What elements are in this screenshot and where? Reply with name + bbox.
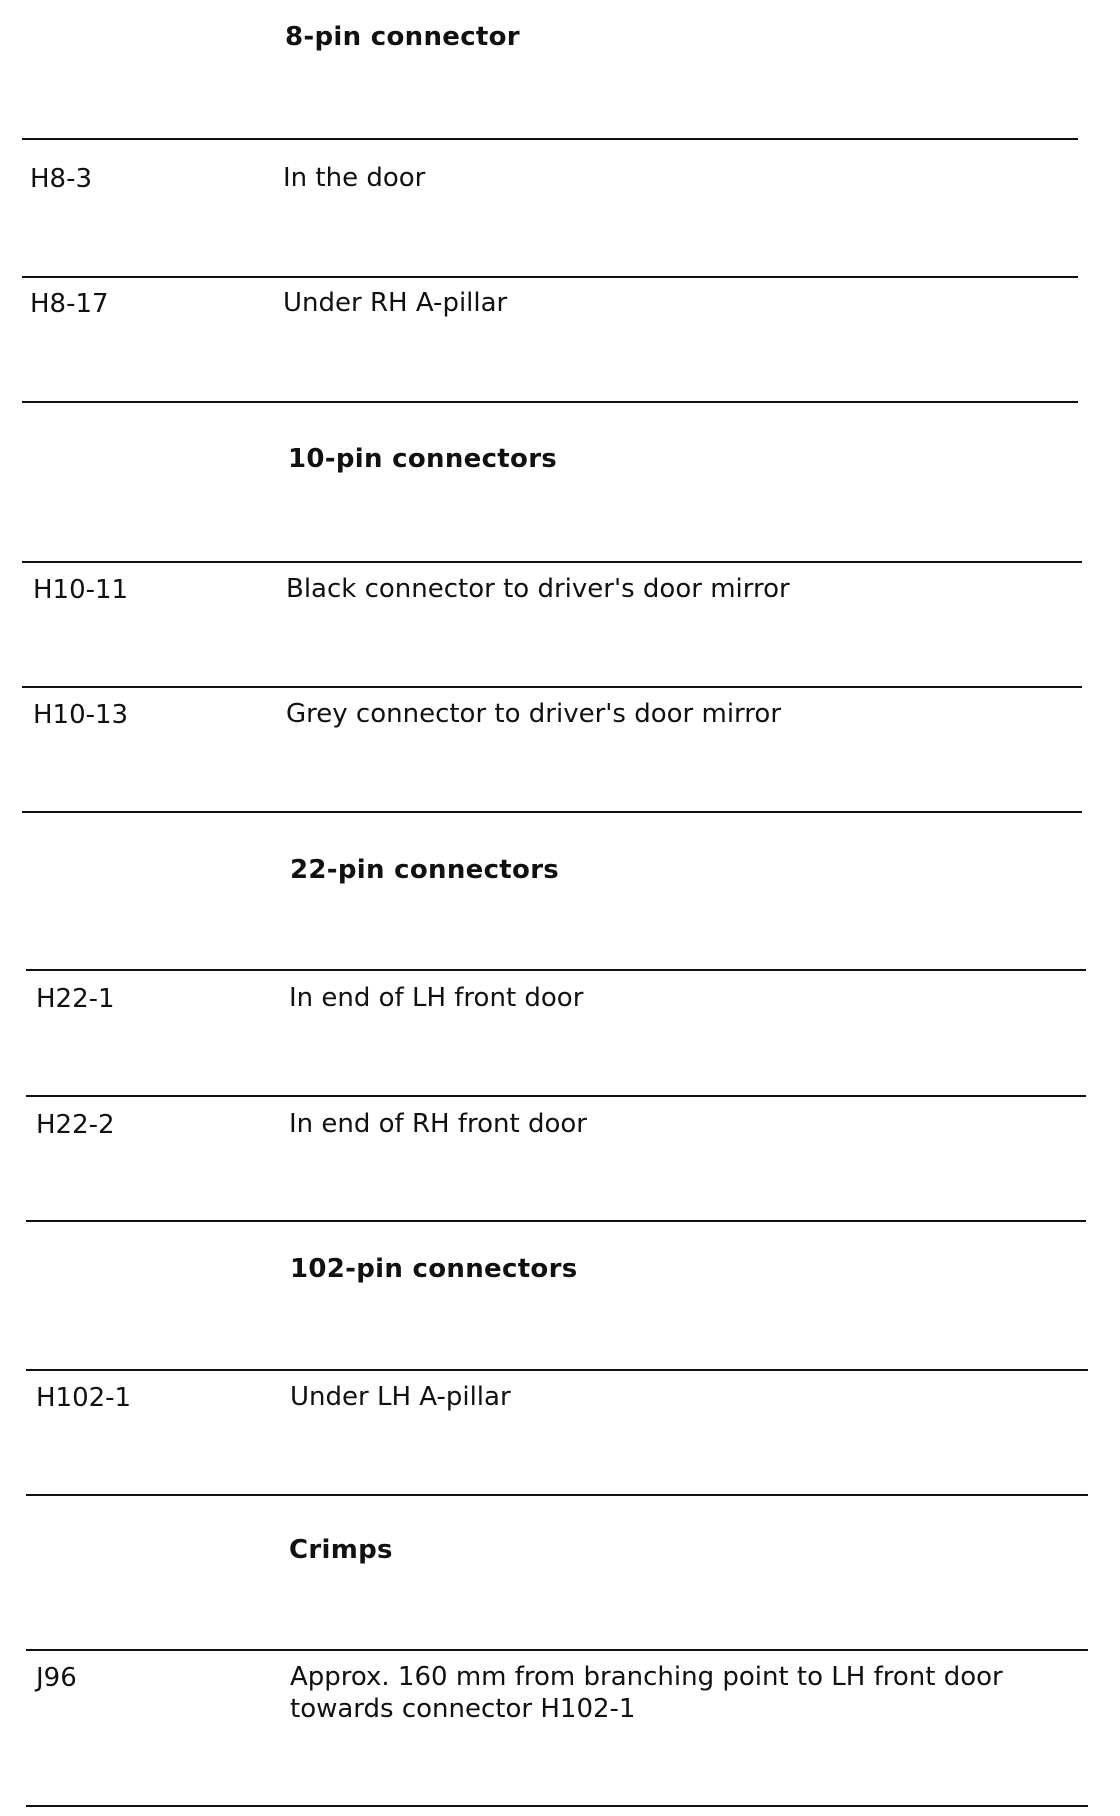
- section-heading-22-pin: 22-pin connectors: [290, 855, 560, 885]
- connector-location: In the door: [283, 163, 426, 193]
- connector-location: Under RH A-pillar: [283, 288, 508, 318]
- connector-code: H22-2: [36, 1110, 115, 1140]
- connector-location: Black connector to driver's door mirror: [286, 574, 790, 604]
- divider: [26, 1369, 1088, 1371]
- connector-code: H10-11: [33, 575, 129, 605]
- section-heading-102-pin: 102-pin connectors: [290, 1254, 578, 1284]
- connector-location: Grey connector to driver's door mirror: [286, 699, 782, 729]
- connector-code: H102-1: [36, 1383, 132, 1413]
- crimp-location: Approx. 160 mm from branching point to LH front door: [290, 1662, 1003, 1692]
- connector-code: H10-13: [33, 700, 129, 730]
- divider: [22, 138, 1078, 140]
- connector-code: H8-17: [30, 289, 109, 319]
- crimp-code: J96: [36, 1663, 77, 1693]
- divider: [26, 1805, 1088, 1807]
- crimp-location-continued: towards connector H102-1: [290, 1694, 636, 1724]
- connector-location: In end of RH front door: [289, 1109, 587, 1139]
- divider: [26, 969, 1086, 971]
- divider: [22, 276, 1078, 278]
- divider: [26, 1649, 1088, 1651]
- divider: [26, 1220, 1086, 1222]
- divider: [22, 686, 1082, 688]
- section-heading-8-pin: 8-pin connector: [285, 22, 520, 52]
- connector-location: Under LH A-pillar: [290, 1382, 511, 1412]
- connector-code: H8-3: [30, 164, 93, 194]
- section-heading-crimps: Crimps: [289, 1535, 393, 1565]
- divider: [22, 811, 1082, 813]
- divider: [22, 561, 1082, 563]
- divider: [22, 401, 1078, 403]
- section-heading-10-pin: 10-pin connectors: [288, 444, 558, 474]
- divider: [26, 1095, 1086, 1097]
- divider: [26, 1494, 1088, 1496]
- connector-location: In end of LH front door: [289, 983, 584, 1013]
- connector-code: H22-1: [36, 984, 115, 1014]
